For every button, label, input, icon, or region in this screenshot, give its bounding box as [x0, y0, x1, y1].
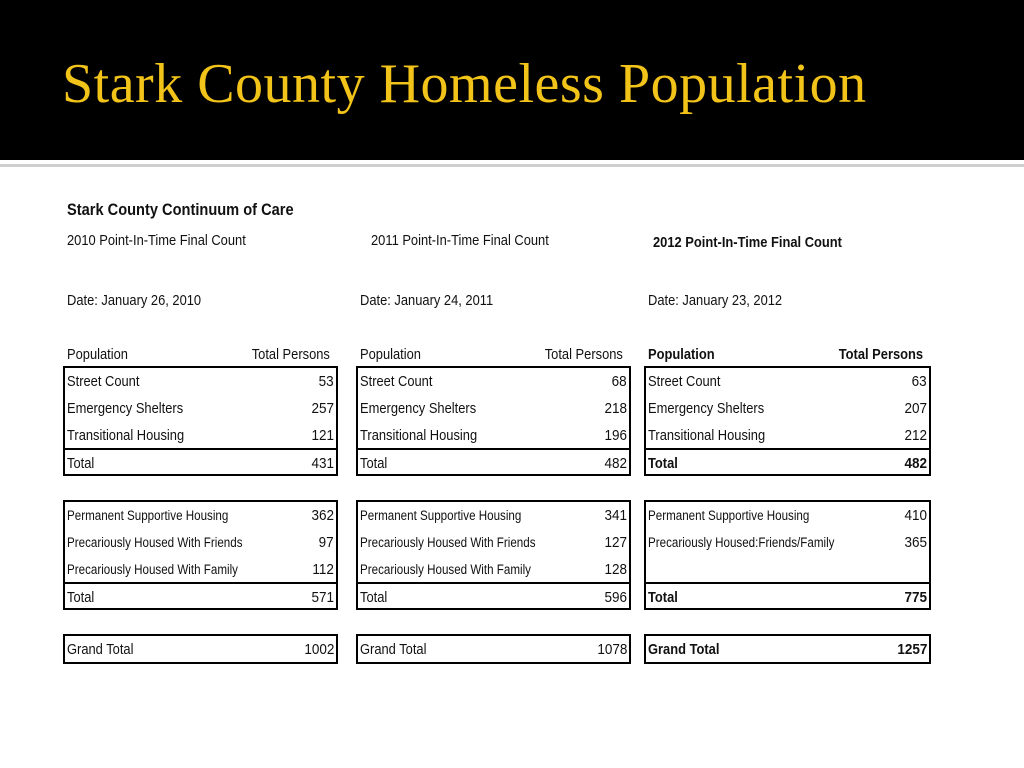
row-value: 257 [311, 400, 334, 417]
grand-total-table [63, 634, 338, 664]
table-row [646, 556, 929, 583]
row-label: Emergency Shelters [360, 400, 477, 417]
row-label: Permanent Supportive Housing [67, 508, 229, 523]
row-value: 1002 [303, 641, 334, 658]
table-header [358, 346, 631, 366]
title-bar [0, 0, 1024, 160]
row-value: 207 [904, 400, 927, 417]
row-value: 112 [312, 561, 334, 578]
total-persons-header: Total Persons [838, 346, 923, 363]
row-label: Total [360, 589, 388, 606]
table-row [65, 529, 336, 556]
row-label: Transitional Housing [67, 427, 185, 444]
row-value: 410 [904, 507, 927, 524]
row-value: 775 [904, 589, 927, 606]
table-row [65, 422, 336, 449]
row-value: 365 [904, 534, 927, 551]
row-label: Precariously Housed With Friends [67, 535, 243, 550]
row-label: Grand Total [360, 641, 427, 658]
slide-title: Stark County Homeless Population [62, 53, 867, 115]
row-value: 1257 [896, 641, 927, 658]
row-label: Precariously Housed With Family [360, 562, 531, 577]
row-label: Permanent Supportive Housing [648, 508, 810, 523]
row-label: Precariously Housed:Friends/Family [648, 535, 835, 550]
row-label: Emergency Shelters [648, 400, 765, 417]
count-subtitle: 2011 Point-In-Time Final Count [371, 232, 549, 249]
row-value: 341 [604, 507, 627, 524]
row-value: 53 [318, 373, 334, 390]
row-label: Transitional Housing [648, 427, 766, 444]
total-persons-header: Total Persons [544, 346, 623, 363]
table-row [358, 395, 629, 422]
sheltered-table [644, 366, 931, 476]
table-row [65, 556, 336, 583]
population-header: Population [648, 346, 715, 363]
row-value: 362 [311, 507, 334, 524]
row-value: 127 [604, 534, 627, 551]
grand-total-row [646, 636, 929, 663]
total-row [65, 582, 336, 611]
table-row [65, 502, 336, 529]
table-row [358, 502, 629, 529]
total-row [646, 582, 929, 611]
count-subtitle: 2012 Point-In-Time Final Count [653, 234, 842, 251]
table-row [358, 529, 629, 556]
count-date: Date: January 24, 2011 [360, 292, 494, 309]
row-value: 596 [604, 589, 627, 606]
grand-total-row [65, 636, 336, 663]
housed-table [356, 500, 631, 610]
row-value: 128 [604, 561, 627, 578]
table-row [646, 529, 929, 556]
table-row [646, 422, 929, 449]
table-row [646, 395, 929, 422]
row-value: 97 [318, 534, 334, 551]
row-label: Total [67, 455, 95, 472]
housed-table [63, 500, 338, 610]
row-value: 571 [311, 589, 334, 606]
row-label: Street Count [67, 373, 140, 390]
row-label: Street Count [360, 373, 433, 390]
row-label: Emergency Shelters [67, 400, 184, 417]
count-subtitle: 2010 Point-In-Time Final Count [67, 232, 246, 249]
table-row [646, 502, 929, 529]
table-row [646, 368, 929, 395]
row-label: Total [648, 589, 678, 606]
row-label: Permanent Supportive Housing [360, 508, 522, 523]
total-row [65, 448, 336, 477]
table-header [65, 346, 338, 366]
org-name: Stark County Continuum of Care [67, 200, 294, 219]
total-row [358, 582, 629, 611]
grand-total-row [358, 636, 629, 663]
row-value: 196 [604, 427, 627, 444]
divider [0, 164, 1024, 167]
row-value: 482 [904, 455, 927, 472]
row-label: Grand Total [67, 641, 134, 658]
table-row [65, 368, 336, 395]
row-label: Total [67, 589, 95, 606]
table-row [358, 422, 629, 449]
total-row [358, 448, 629, 477]
grand-total-table [356, 634, 631, 664]
count-date: Date: January 23, 2012 [648, 292, 783, 309]
population-header: Population [360, 346, 421, 363]
total-row [646, 448, 929, 477]
table-header [646, 346, 931, 366]
row-label: Street Count [648, 373, 721, 390]
row-value: 63 [911, 373, 927, 390]
row-label: Total [360, 455, 388, 472]
row-value: 218 [604, 400, 627, 417]
count-date: Date: January 26, 2010 [67, 292, 202, 309]
sheltered-table [63, 366, 338, 476]
row-value: 121 [311, 427, 334, 444]
housed-table [644, 500, 931, 610]
row-value: 68 [611, 373, 627, 390]
table-row [358, 368, 629, 395]
population-header: Population [67, 346, 128, 363]
row-label: Total [648, 455, 678, 472]
row-value: 482 [604, 455, 627, 472]
row-label: Grand Total [648, 641, 720, 658]
sheltered-table [356, 366, 631, 476]
row-label: Transitional Housing [360, 427, 478, 444]
total-persons-header: Total Persons [251, 346, 330, 363]
table-row [65, 395, 336, 422]
table-row [358, 556, 629, 583]
grand-total-table [644, 634, 931, 664]
row-label: Precariously Housed With Family [67, 562, 238, 577]
row-value: 1078 [596, 641, 627, 658]
row-value: 431 [311, 455, 334, 472]
row-label: Precariously Housed With Friends [360, 535, 536, 550]
row-value: 212 [904, 427, 927, 444]
